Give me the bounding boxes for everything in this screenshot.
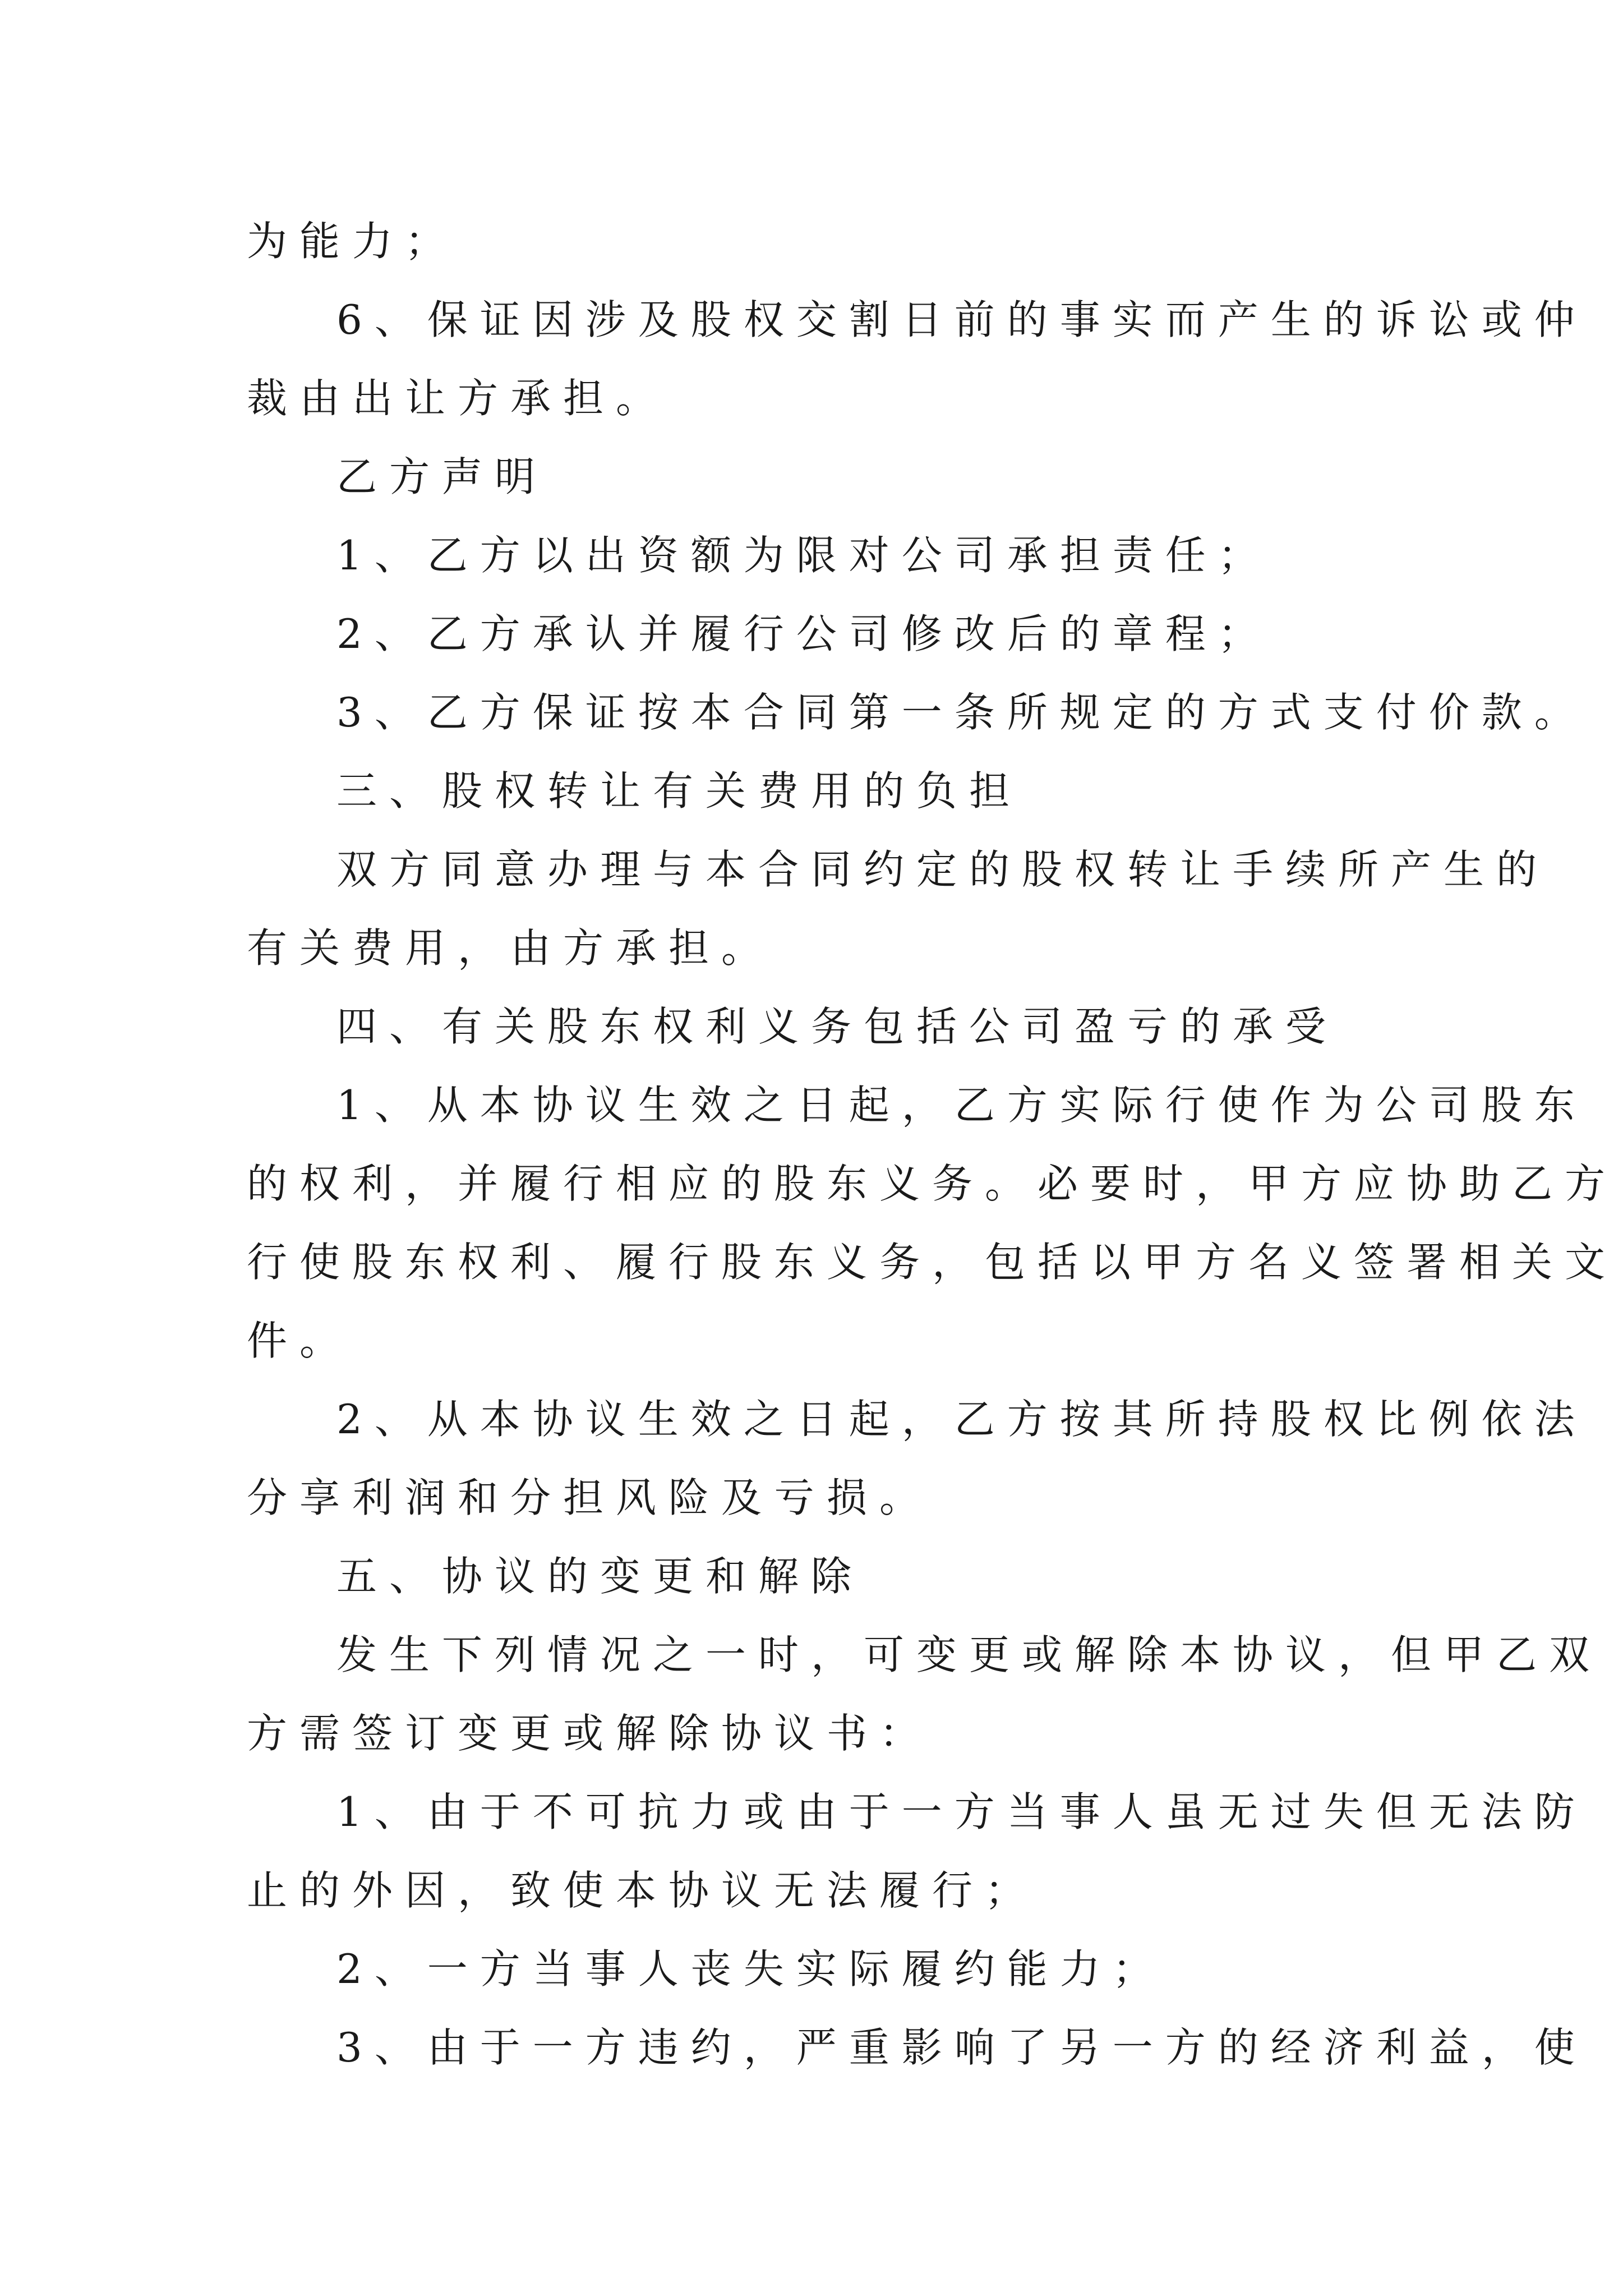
text-line: 方需签订变更或解除协议书： [247,1710,933,1757]
text-line: 3、乙方保证按本合同第一条所规定的方式支付价款。 [336,689,1587,736]
text-line: 双方同意办理与本合同约定的股权转让手续所产生的 [336,846,1550,893]
text-line: 1、从本协议生效之日起，乙方实际行使作为公司股东 [336,1082,1587,1129]
text-line: 3、由于一方违约，严重影响了另一方的经济利益，使 [336,2024,1587,2071]
section-heading: 四、有关股东权利义务包括公司盈亏的承受 [336,1003,1339,1050]
text-line: 分享利润和分担风险及亏损。 [247,1474,933,1521]
text-line: 的权利，并履行相应的股东义务。必要时，甲方应协助乙方 [247,1160,1618,1207]
text-line: 件。 [247,1317,353,1364]
text-line: 2、一方当事人丧失实际履约能力； [336,1945,1165,1993]
section-heading: 乙方声明 [336,453,548,500]
text-line: 2、从本协议生效之日起，乙方按其所持股权比例依法 [336,1396,1587,1443]
text-line: 止的外因，致使本协议无法履行； [247,1867,1038,1914]
text-line: 1、乙方以出资额为限对公司承担责任； [336,532,1271,579]
text-line: 发生下列情况之一时，可变更或解除本协议，但甲乙双 [336,1631,1602,1678]
text-line: 行使股东权利、履行股东义务，包括以甲方名义签署相关文 [247,1239,1618,1286]
text-line: 为能力； [247,218,458,265]
text-line: 有关费用，由方承担。 [247,924,774,972]
text-line: 2、乙方承认并履行公司修改后的章程； [336,610,1271,657]
section-heading: 五、协议的变更和解除 [336,1553,864,1600]
text-line: 裁由出让方承担。 [247,375,669,422]
section-heading: 三、股权转让有关费用的负担 [336,767,1022,815]
text-line: 1、由于不可抗力或由于一方当事人虽无过失但无法防 [336,1788,1587,1835]
text-line: 6、保证因涉及股权交割日前的事实而产生的诉讼或仲 [336,296,1587,343]
